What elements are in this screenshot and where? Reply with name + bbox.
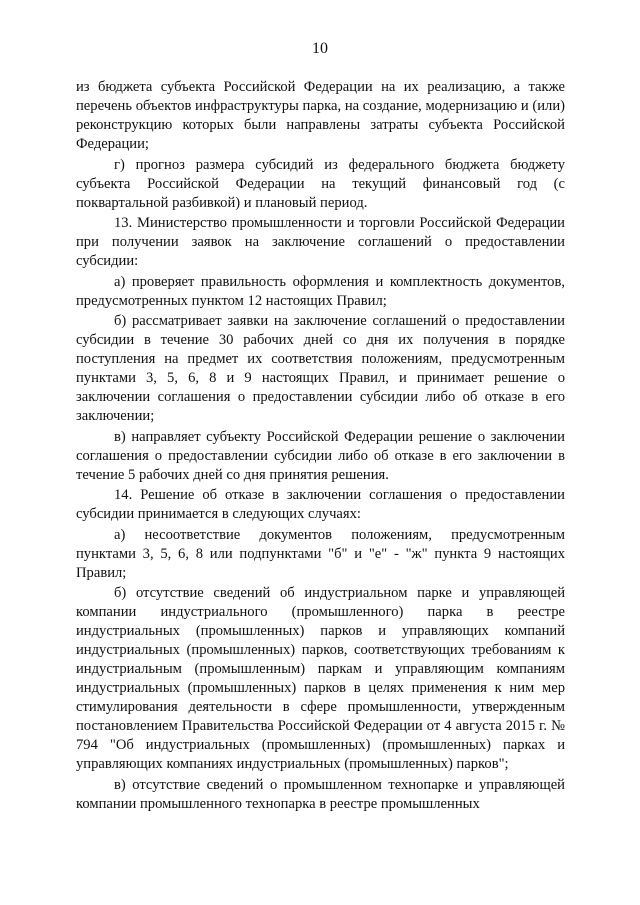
paragraph: а) проверяет правильность оформления и комплектность документов, предусмотренных пунктом 12 настоящих Правил; <box>76 273 565 309</box>
paragraph: 14. Решение об отказе в заключении соглашения о предоставлении субсидии принимается в следующих случаях: <box>76 487 565 522</box>
paragraph: б) рассматривает заявки на заключение соглашений о предоставлении субсидии в течение 30 рабочих дней со дня их получения в порядке поступления на предмет их соответствия положениям, предусмотренным пунктами 3, 5, 6, 8 и 9 настоящих Правил, и принимает решение о заключении соглашения о предоставлении субсидии либо об отказе в его заключении; <box>76 313 565 424</box>
paragraph: в) направляет субъекту Российской Федерации решение о заключении соглашения о предоставлении субсидии либо об отказе в его заключении в течение 5 рабочих дней со дня принятия решения. <box>76 428 565 483</box>
paragraph: в) отсутствие сведений о промышленном технопарке и управляющей компании промышленного технопарка в реестре промышленных <box>76 776 565 812</box>
paragraph: из бюджета субъекта Российской Федерации на их реализацию, а также перечень объектов инфраструктуры парка, на создание, модернизацию и (или) реконструкцию которых были направлены затраты субъекта Российской Федерации; <box>76 79 565 152</box>
document-body <box>76 78 565 815</box>
paragraph: б) отсутствие сведений об индустриальном парке и управляющей компании индустриального (промышленного) парка в реестре индустриальных (промышленных) парков и управляющих компаний индустриальных (промышленных) парков, соответствующих требованиям к индустриальным (промышленным) паркам и управляющим компаниям индустриальных (промышленных) парков в целях применения к ним мер стимулирования деятельности в сфере промышленности, утвержденным постановлением Правительства Российской Федерации от 4 августа 2015 г. № 794 "Об индустриальных (промышленных) (промышленных) парках и управляющих компаниях индустриальных (промышленных) парков"; <box>76 585 565 772</box>
paragraph: г) прогноз размера субсидий из федерального бюджета бюджету субъекта Российской Федерации на текущий финансовый год (с поквартальной разбивкой) и плановый период. <box>76 156 565 211</box>
paragraph: 13. Министерство промышленности и торговли Российской Федерации при получении заявок на заключение соглашений о предоставлении субсидии: <box>76 215 565 269</box>
paragraph: а) несоответствие документов положениям, предусмотренным пунктами 3, 5, 6, 8 или подпунктами "б" и "е" - "ж" пункта 9 настоящих Правил; <box>76 526 565 581</box>
page-number: 10 <box>312 40 328 57</box>
